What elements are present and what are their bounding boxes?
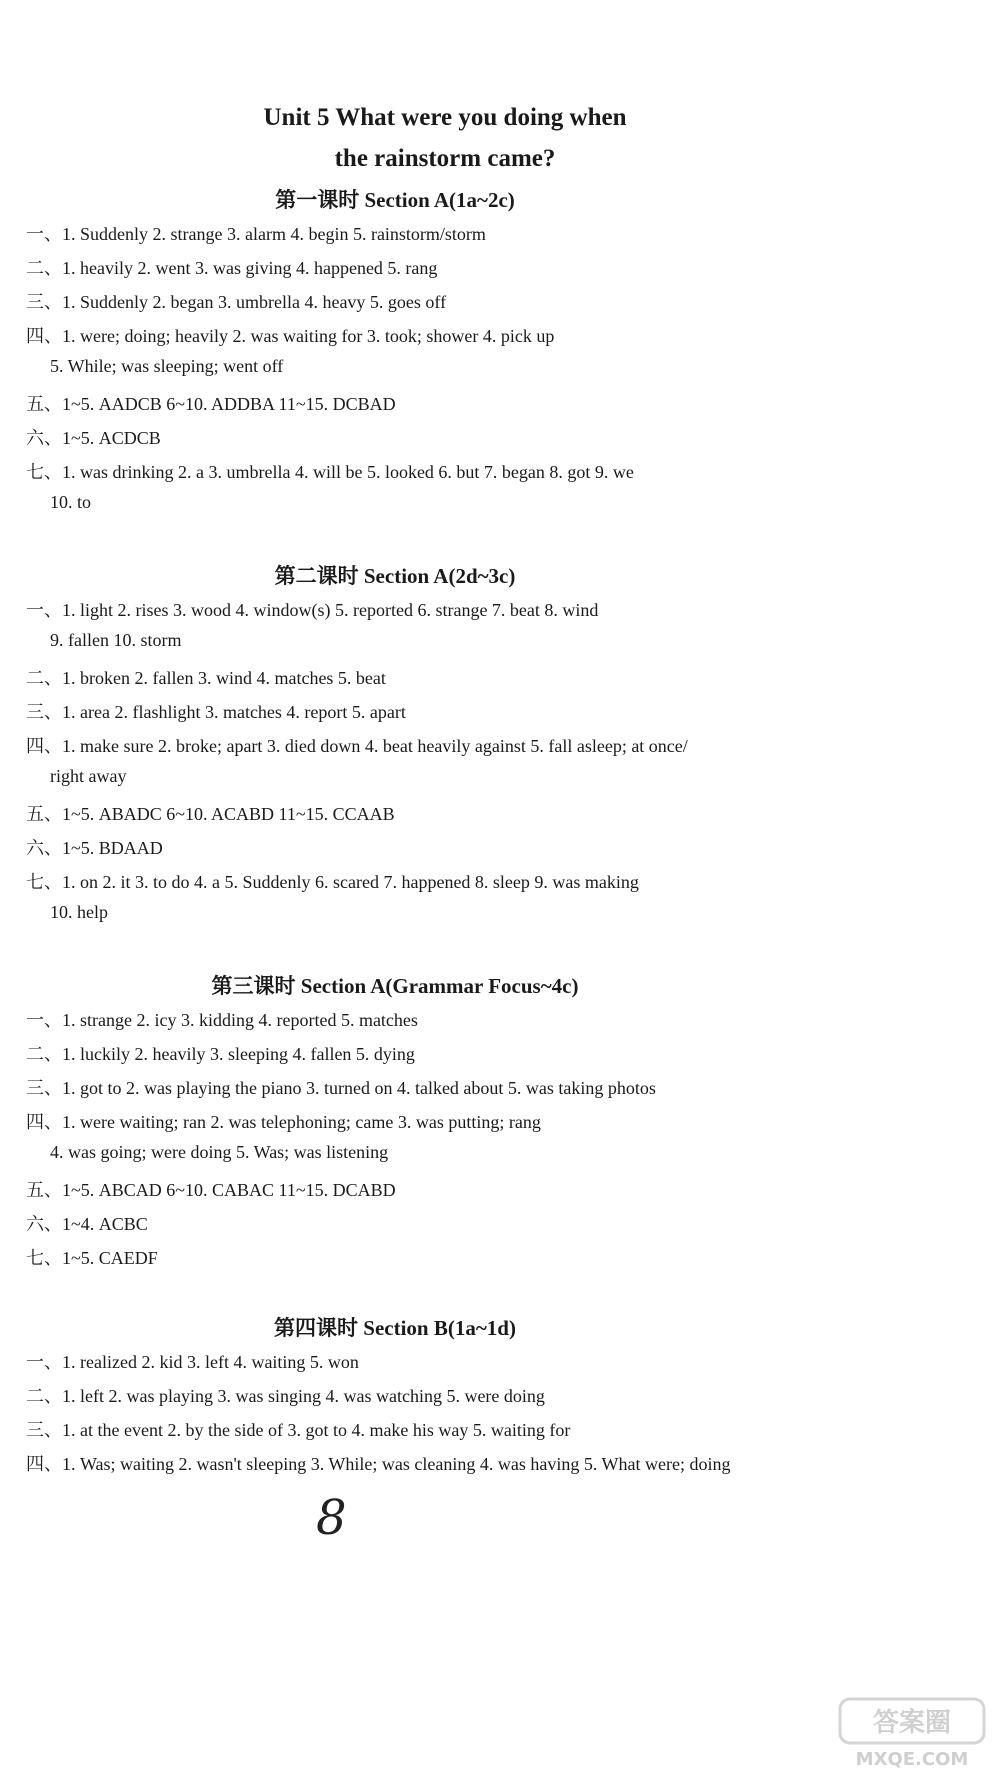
- answer-line: 5. While; was sleeping; went off: [50, 356, 284, 376]
- answer-line: 七、1~5. CAEDF: [26, 1248, 158, 1268]
- answer-line: 三、1. at the event 2. by the side of 3. got to 4. make his way 5. waiting for: [26, 1420, 571, 1440]
- answer-line: 10. help: [50, 902, 108, 922]
- answer-line: 四、1. make sure 2. broke; apart 3. died down 4. beat heavily against 5. fall asleep; at once/: [26, 736, 688, 756]
- answer-line: 三、1. got to 2. was playing the piano 3. turned on 4. talked about 5. was taking photos: [26, 1078, 656, 1098]
- answer-line: 七、1. was drinking 2. a 3. umbrella 4. will be 5. looked 6. but 7. began 8. got 9. we: [26, 462, 634, 482]
- answer-line: 9. fallen 10. storm: [50, 630, 182, 650]
- answer-line: 二、1. left 2. was playing 3. was singing 4. was watching 5. were doing: [26, 1386, 545, 1406]
- answer-line: 10. to: [50, 492, 92, 512]
- section-heading: 第四课时 Section B(1a~1d): [274, 1316, 516, 1340]
- answer-line: right away: [50, 766, 127, 786]
- answer-line: 二、1. luckily 2. heavily 3. sleeping 4. fallen 5. dying: [26, 1044, 415, 1064]
- answer-line: 三、1. area 2. flashlight 3. matches 4. report 5. apart: [26, 702, 406, 722]
- answer-line: 五、1~5. ABCAD 6~10. CABAC 11~15. DCABD: [26, 1180, 396, 1200]
- answer-line: 二、1. broken 2. fallen 3. wind 4. matches 5. beat: [26, 668, 386, 688]
- answer-line: 六、1~5. ACDCB: [26, 428, 161, 448]
- title-line-2: the rainstorm came?: [334, 145, 556, 172]
- answer-line: 三、1. Suddenly 2. began 3. umbrella 4. heavy 5. goes off: [26, 292, 447, 312]
- section-heading: 第三课时 Section A(Grammar Focus~4c): [211, 974, 579, 998]
- answer-line: 七、1. on 2. it 3. to do 4. a 5. Suddenly 6. scared 7. happened 8. sleep 9. was making: [26, 872, 639, 892]
- answer-line: 六、1~5. BDAAD: [26, 838, 163, 858]
- section-heading: 第一课时 Section A(1a~2c): [275, 188, 515, 212]
- site-watermark: [832, 1695, 992, 1775]
- answer-line: 二、1. heavily 2. went 3. was giving 4. happened 5. rang: [26, 258, 438, 278]
- answer-line: 四、1. were; doing; heavily 2. was waiting for 3. took; shower 4. pick up: [26, 326, 555, 346]
- page-number: 8: [316, 1490, 347, 1546]
- watermark-top-text: 答案圈: [872, 1708, 952, 1738]
- answer-line: 六、1~4. ACBC: [26, 1214, 148, 1234]
- answer-line: 一、1. Suddenly 2. strange 3. alarm 4. begin 5. rainstorm/storm: [26, 224, 486, 244]
- answer-line: 五、1~5. AADCB 6~10. ADDBA 11~15. DCBAD: [26, 394, 396, 414]
- section-heading: 第二课时 Section A(2d~3c): [274, 564, 516, 588]
- answer-line: 一、1. realized 2. kid 3. left 4. waiting 5. won: [26, 1352, 359, 1372]
- answer-line: 一、1. light 2. rises 3. wood 4. window(s) 5. reported 6. strange 7. beat 8. wind: [26, 600, 599, 620]
- answer-line: 四、1. Was; waiting 2. wasn't sleeping 3. While; was cleaning 4. was having 5. What were; doing: [26, 1454, 731, 1474]
- title-line-1: Unit 5 What were you doing when: [263, 104, 627, 131]
- answer-line: 四、1. were waiting; ran 2. was telephoning; came 3. was putting; rang: [26, 1112, 541, 1132]
- answer-line: 4. was going; were doing 5. Was; was listening: [50, 1142, 389, 1162]
- answer-line: 一、1. strange 2. icy 3. kidding 4. reported 5. matches: [26, 1010, 418, 1030]
- watermark-bottom-text: MXQE.COM: [855, 1749, 969, 1770]
- answer-line: 五、1~5. ABADC 6~10. ACABD 11~15. CCAAB: [26, 804, 395, 824]
